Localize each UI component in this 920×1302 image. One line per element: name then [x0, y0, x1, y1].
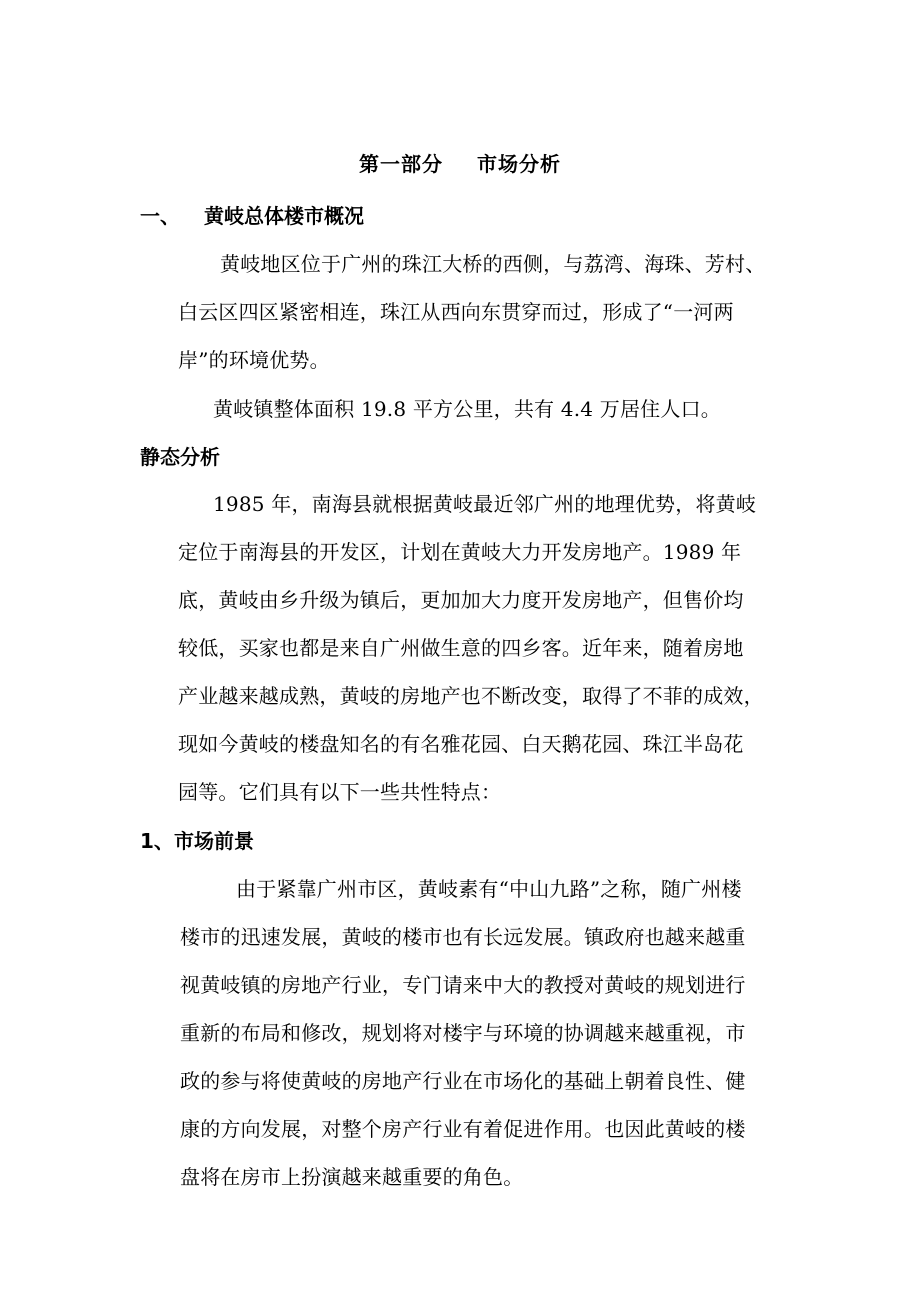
para-line: 康的方向发展，对整个房产行业有着促进作用。也因此黄岐的楼 [180, 1117, 746, 1141]
para-line: 黄岐镇整体面积 19.8 平方公里，共有 4.4 万居住人口。 [213, 397, 721, 421]
para-line: 重新的布局和修改，规划将对楼宇与环境的协调越来越重视，市 [180, 1021, 746, 1045]
para-line: 产业越来越成熟，黄岐的房地产也不断改变，取得了不菲的成效， [178, 684, 764, 708]
para-line: 较低，买家也都是来自广州做生意的四乡客。近年来，随着房地 [178, 636, 744, 660]
para-line: 岸”的环境优势。 [178, 348, 330, 372]
para-line: 1985 年，南海县就根据黄岐最近邻广州的地理优势，将黄岐 [213, 492, 757, 516]
para-line: 盘将在房市上扮演越来越重要的角色。 [180, 1165, 524, 1189]
section-1-heading [140, 200, 364, 229]
title-part-2: 市场分析 [477, 152, 561, 176]
static-analysis-heading: 静态分析 [140, 445, 220, 469]
para-line: 现如今黄岐的楼盘知名的有名雅花园、白天鹅花园、珠江半岛花 [178, 732, 744, 756]
para-line: 定位于南海县的开发区，计划在黄岐大力开发房地产。1989 年 [178, 540, 742, 564]
para-line: 由于紧靠广州市区，黄岐素有“中山九路”之称，随广州楼 [236, 877, 742, 901]
title-part-1: 第一部分 [359, 152, 443, 176]
para-line: 黄岐地区位于广州的珠江大桥的西侧，与荔湾、海珠、芳村、 [220, 252, 766, 276]
market-prospect-number: 1、 [140, 829, 174, 853]
section-1-number: 一、 [140, 204, 180, 228]
para-line: 视黄岐镇的房地产行业，专门请来中大的教授对黄岐的规划进行 [180, 973, 746, 997]
page-title [0, 148, 920, 177]
section-1-title: 黄岐总体楼市概况 [204, 204, 364, 228]
para-line: 底，黄岐由乡升级为镇后，更加加大力度开发房地产，但售价均 [178, 588, 744, 612]
para-line: 政的参与将使黄岐的房地产行业在市场化的基础上朝着良性、健 [180, 1069, 746, 1093]
para-line: 楼市的迅速发展，黄岐的楼市也有长远发展。镇政府也越来越重 [180, 925, 746, 949]
market-prospect-heading [140, 825, 254, 854]
para-line: 白云区四区紧密相连，珠江从西向东贯穿而过，形成了“一河两 [178, 300, 734, 324]
para-line: 园等。它们具有以下一些共性特点： [178, 780, 502, 804]
market-prospect-title: 市场前景 [174, 829, 254, 853]
